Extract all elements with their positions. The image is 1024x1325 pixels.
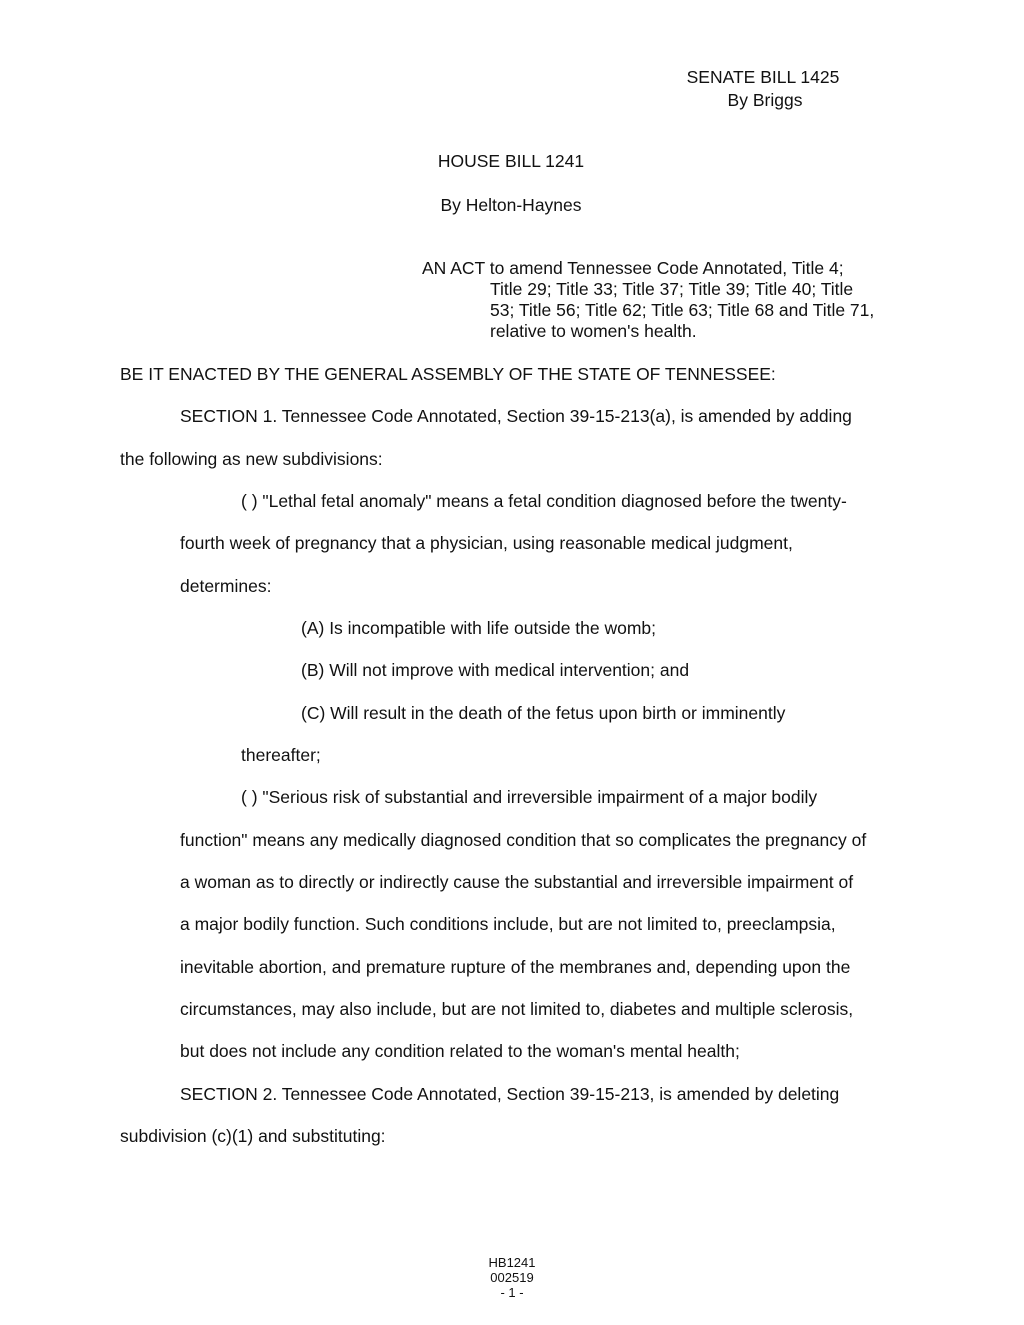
caption-line: Title 29; Title 33; Title 37; Title 39; Title 40; Title — [490, 279, 854, 299]
caption-line: 53; Title 56; Title 62; Title 63; Title 68 and Title 71, — [490, 300, 875, 320]
section2-line: subdivision (c)(1) and substituting: — [120, 1126, 386, 1146]
house-sponsor: By Helton-Haynes — [440, 195, 582, 215]
definition2-line: ( ) "Serious risk of substantial and irreversible impairment of a major bodily — [241, 787, 818, 807]
definition1-item: (C) Will result in the death of the fetus upon birth or imminently — [301, 703, 786, 723]
caption-line: relative to women's health. — [490, 321, 697, 341]
senate-sponsor: By Briggs — [727, 90, 803, 110]
caption-line: AN ACT to amend Tennessee Code Annotated, Title 4; — [422, 258, 844, 278]
definition2-line: inevitable abortion, and premature rupture of the membranes and, depending upon the — [180, 957, 851, 977]
section1-line: the following as new subdivisions: — [120, 449, 383, 469]
definition1-line: ( ) "Lethal fetal anomaly" means a fetal condition diagnosed before the twenty- — [241, 491, 847, 511]
definition1-line: determines: — [180, 576, 272, 596]
definition1-item: (A) Is incompatible with life outside the womb; — [301, 618, 657, 638]
house-bill-number: HOUSE BILL 1241 — [437, 151, 585, 171]
definition2-line: but does not include any condition related to the woman's mental health; — [180, 1041, 740, 1061]
definition2-line: circumstances, may also include, but are not limited to, diabetes and multiple sclerosis, — [180, 999, 854, 1019]
definition2-line: a major bodily function. Such conditions include, but are not limited to, preeclampsia, — [180, 914, 836, 934]
senate-bill-number: SENATE BILL 1425 — [686, 67, 840, 87]
definition1-line: fourth week of pregnancy that a physician, using reasonable medical judgment, — [180, 533, 793, 553]
footer-bill-id: HB1241 — [488, 1255, 536, 1270]
footer-doc-number: 002519 — [490, 1270, 534, 1285]
definition2-line: a woman as to directly or indirectly cause the substantial and irreversible impairment of — [180, 872, 854, 892]
enacting-clause: BE IT ENACTED BY THE GENERAL ASSEMBLY OF THE STATE OF TENNESSEE: — [120, 364, 776, 384]
section1-line: SECTION 1. Tennessee Code Annotated, Section 39-15-213(a), is amended by adding — [180, 406, 852, 426]
definition2-line: function" means any medically diagnosed condition that so complicates the pregnancy of — [180, 830, 867, 850]
definition1-item: (B) Will not improve with medical intervention; and — [301, 660, 690, 680]
footer-page-number: - 1 - — [500, 1285, 524, 1300]
definition1-tail: thereafter; — [241, 745, 321, 765]
section2-line: SECTION 2. Tennessee Code Annotated, Section 39-15-213, is amended by deleting — [180, 1084, 840, 1104]
